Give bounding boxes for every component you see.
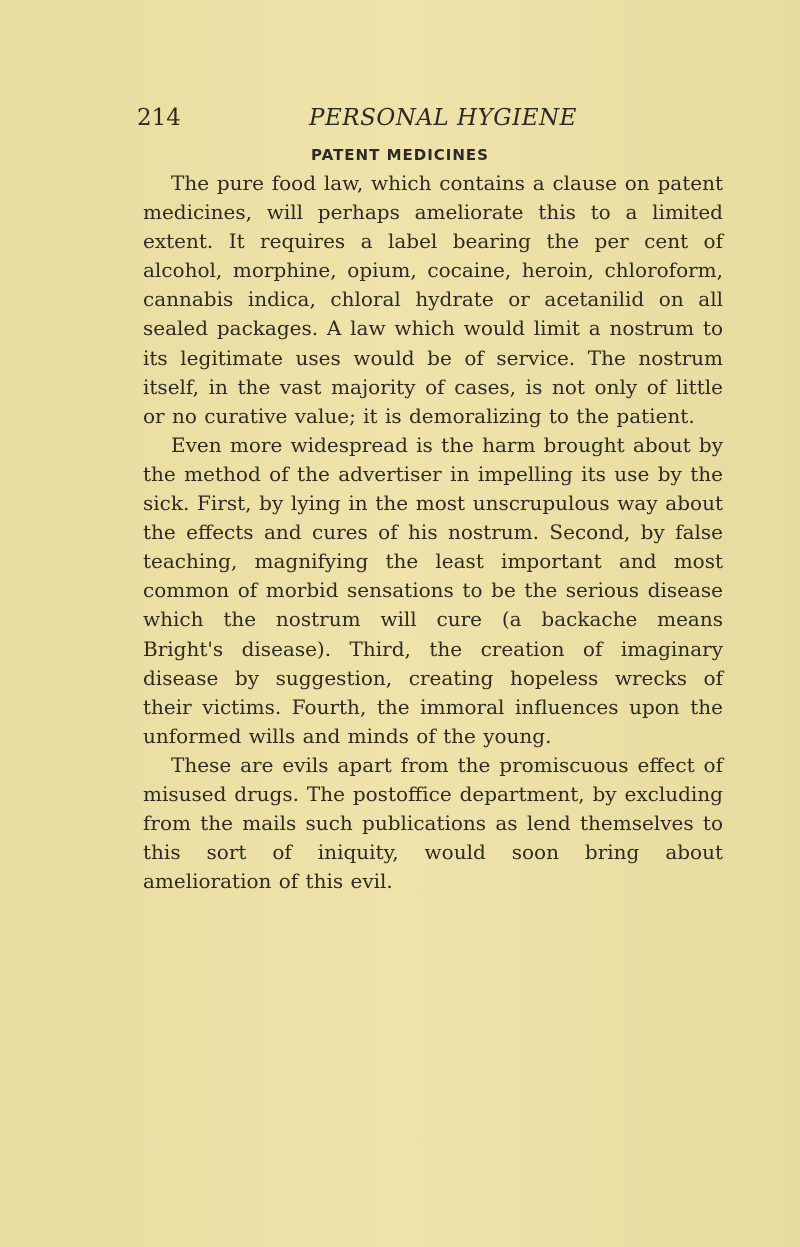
paragraph-evils: These are evils apart from the promiscuous effect of misused drugs. The postoffice department, by excluding from the mails such publications as lend themselves to this sort of iniquity, would soon bring about amelioration of this evil. [143, 752, 723, 894]
page-number: 214 [137, 105, 181, 131]
paragraph-pure-food-law: The pure food law, which contains a clause on patent medicines, will perhaps ameliorate this to a limited extent. It requires a label bearing the per cent of alcohol, morphine, opium, cocaine, heroin, chloroform, cannabis indica, chloral hydrate or acetanilid on all sealed packages. A law which would limit a nostrum to its legitimate uses would be of service. The nostrum itself, in the vast majority of cases, is not only of little or no curative value; it is demoralizing to the patient. [143, 171, 723, 428]
body-text [143, 169, 723, 896]
section-heading: PATENT MEDICINES [311, 146, 489, 164]
paragraph-advertiser-harm: Even more widespread is the harm brought about by the method of the advertiser in impelling its use by the sick. First, by lying in the most unscrupulous way about the effects and cures of his nostrum. Second, by false teaching, magnifying the least important and most common of morbid sensations to be the serious disease which the nostrum will cure (a backache means Bright's disease). Third, the creation of imaginary disease by suggestion, creating hopeless wrecks of their victims. Fourth, the immoral influences upon the unformed wills and minds of the young. [143, 432, 723, 748]
running-title: PERSONAL HYGIENE [309, 105, 577, 131]
running-head [137, 100, 577, 136]
